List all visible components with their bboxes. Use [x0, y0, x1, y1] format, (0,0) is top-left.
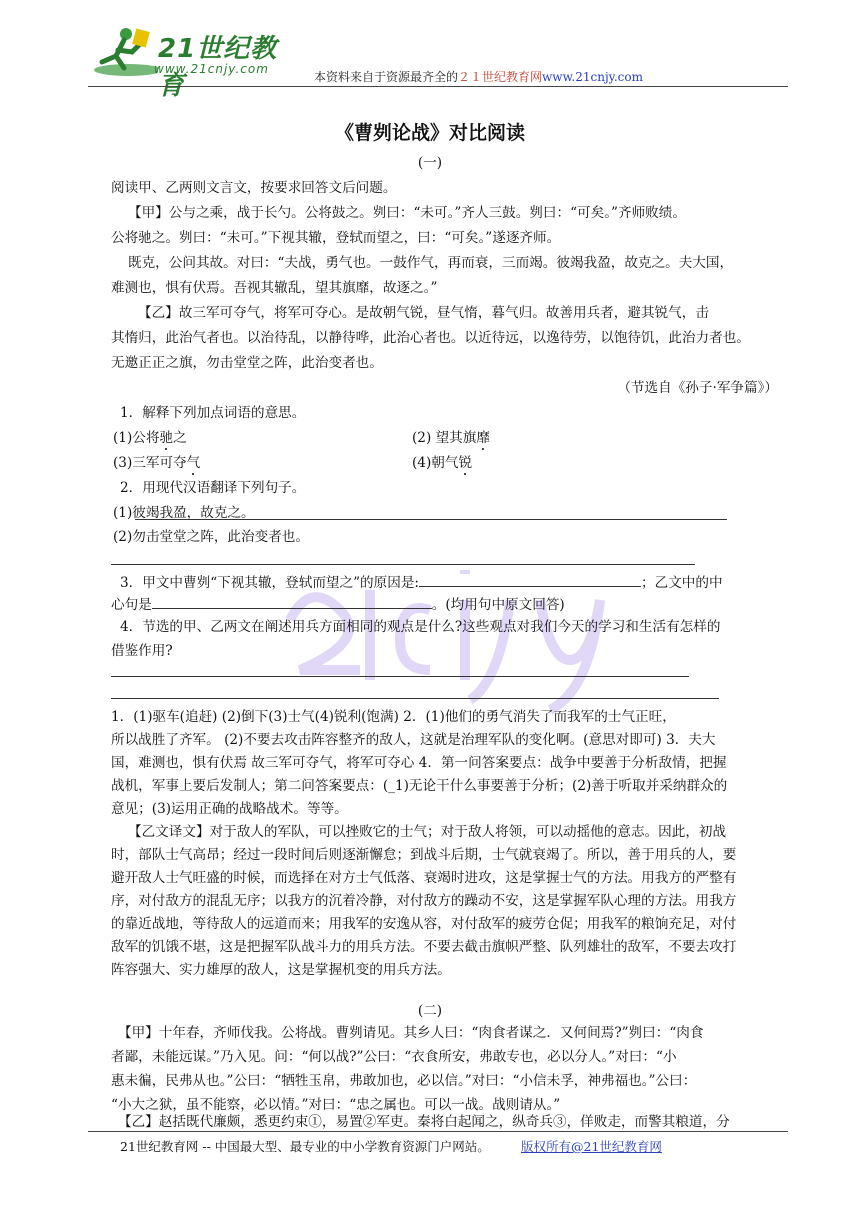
q1-item-1: (1)公将驰之 [113, 430, 187, 446]
yi-line-2: 其惰归，此治气者也。以治待乱，以静待哗，此治心者也。以近待远，以逸待劳，以饱待饥，此治力者也。 [111, 330, 750, 346]
source-note: （节选自《孙子·军争篇》） [617, 380, 778, 396]
q2-sentence-1: (1)彼竭我盈，故克之。 [113, 505, 255, 521]
footer-divider [88, 1131, 788, 1132]
translation-line-6: 敌军的饥饿不堪，这是把握军队战斗力的用兵方法。不要去截击旗帜严整、队列雄壮的敌军，不要去攻打 [111, 939, 737, 955]
answer-line-q2-1[interactable] [135, 519, 727, 520]
answer-blank-q3-2[interactable] [152, 594, 432, 609]
section2-line-2: 者鄙，未能远谋。”乃入见。问：“何以战?”公曰：“衣食所安，弗敢专也，必以分人。”对曰：“小 [111, 1049, 677, 1065]
page-title: 《曹刿论战》对比阅读 [334, 122, 525, 144]
runner-logo-icon [88, 22, 158, 80]
translation-line-4: 序，对付敌方的混乱无序；以我方的沉着冷静，对付敌方的躁动不安，这是掌握军队心理的方法。用我方 [111, 893, 737, 909]
logo-text: 21世纪教育 [158, 34, 278, 101]
yi-line-1: 【乙】故三军可夺气，将军可夺心。是故朝气锐，昼气惰，暮气归。故善用兵者，避其锐气，击 [138, 305, 709, 321]
header-note: 本资料来自于资源最齐全的２１世纪教育网www.21cnjy.com [314, 70, 643, 84]
footer-copyright-link[interactable]: 版权所有@21世纪教育网 [521, 1139, 662, 1154]
q1-item-2: (2) 望其旗靡 [412, 430, 490, 446]
answer-key-line-3: 国，难测也，惧有伏焉 故三军可夺气，将军可夺心 4．第一问答案要点：战争中要善于分析敌情，把握 [111, 755, 727, 771]
yi-line-3: 无邀正正之旗，勿击堂堂之阵，此治变者也。 [111, 355, 383, 371]
section2-line-1: 【甲】十年春，齐师伐我。公将战。曹刿请见。其乡人曰：“肉食者谋之．又何间焉?”刿曰：“肉食 [118, 1025, 704, 1041]
translation-line-3: 避开敌人士气旺盛的时候，而选择在对方士气低落、衰竭时进攻，这是掌握士气的方法。用我方的严整有 [111, 870, 737, 886]
jia-line-3: 既克，公问其故。对曰：“夫战，勇气也。一鼓作气，再而衰，三而竭。彼竭我盈，故克之。夫大国， [128, 255, 734, 271]
section1-heading: (一) [417, 155, 443, 171]
section2-heading: (二) [417, 1003, 443, 1019]
answer-key-line-1: 1．(1)驱车(追赶) (2)倒下(3)士气(4)锐利(饱满) 2．(1)他们的勇气消失了而我军的士气正旺， [111, 709, 676, 725]
section2-line-5: 【乙】赵括既代廉颇，悉更约束①，易置②军吏。秦将白起闻之，纵奇兵③，佯败走，而警其粮道，分 [118, 1114, 730, 1130]
question-4-line-2: 借鉴作用? [111, 643, 173, 659]
translation-line-7: 阵容强大、实力雄厚的敌人，这是掌握机变的用兵方法。 [111, 962, 451, 978]
question-1: 1．解释下列加点词语的意思。 [120, 405, 306, 421]
section2-line-4: “小大之狱，虽不能察，必以情。”对曰：“忠之属也。可以一战。战则请从。” [111, 1097, 561, 1113]
jia-line-4: 难测也，惧有伏焉。吾视其辙乱，望其旗靡，故逐之。” [111, 280, 438, 296]
site-logo [88, 22, 288, 101]
q1-item-4: (4)朝气锐 [412, 455, 473, 471]
header-url-link[interactable]: www.21cnjy.com [542, 70, 643, 84]
question-2: 2．用现代汉语翻译下列句子。 [120, 480, 306, 496]
header-site-name: ２１世纪教育网 [458, 70, 543, 84]
answer-line-q4-2[interactable] [111, 698, 719, 699]
answer-line-q2-2[interactable] [111, 564, 695, 565]
question-4-line-1: 4．节选的甲、乙两文在阐述用兵方面相同的观点是什么?这些观点对我们今天的学习和生活有怎样的 [120, 619, 721, 635]
translation-line-2: 时，部队士气高昂；经过一段时间后则逐渐懈怠；到战斗后期，士气就衰竭了。所以，善于用兵的人，要 [111, 847, 737, 863]
answer-key-line-2: 所以战胜了齐军。 (2)不要去攻击阵容整齐的敌人，这就是治理军队的变化啊。(意思对即可) 3．夫大 [111, 732, 716, 748]
question-3-part-a: 3．甲文中曹刿“下视其辙，登轼而望之”的原因是: ；乙文中的中 [120, 572, 723, 593]
q2-sentence-2: (2)勿击堂堂之阵，此治变者也。 [113, 529, 309, 545]
answer-blank-q3-1[interactable] [419, 572, 641, 587]
q1-item-3: (3)三军可夺气 [113, 455, 201, 471]
translation-line-5: 的靠近战地，等待敌人的远道而来；用我军的安逸从容，对付敌军的疲劳仓促；用我军的粮饷充足，对付 [111, 916, 737, 932]
jia-line-2: 公将驰之。刿曰：“未可。”下视其辙，登轼而望之，曰：“可矣。”遂逐齐师。 [111, 230, 561, 246]
translation-line-1: 【乙文译文】对于敌人的军队，可以挫败它的士气；对于敌人将领，可以动摇他的意志。因此，初战 [128, 824, 727, 840]
intro-text: 阅读甲、乙两则文言文，按要求回答文后问题。 [111, 180, 397, 196]
question-3-part-b: 心句是 。(均用句中原文回答) [111, 594, 565, 615]
footer-text: 21世纪教育网 -- 中国最大型、最专业的中小学教育资源门户网站。 [120, 1139, 490, 1154]
answer-line-q4-1[interactable] [111, 676, 689, 677]
logo-url: www.21cnjy.com [154, 62, 269, 76]
header-divider [88, 86, 788, 87]
answer-key-line-5: 意见；(3)运用正确的战略战术。等等。 [111, 801, 348, 817]
jia-line-1: 【甲】公与之乘，战于长勺。公将鼓之。刿曰：“未可。”齐人三鼓。刿曰：“可矣。”齐师败绩。 [128, 205, 686, 221]
section2-line-3: 惠未徧，民弗从也。”公曰：“牺牲玉帛，弗敢加也，必以信。”对曰：“小信未孚，神弗福也。”公曰： [111, 1073, 697, 1089]
answer-key-line-4: 战机，军事上要后发制人；第二问答案要点：(_1)无论干什么事要善于分析；(2)善于听取并采纳群众的 [111, 778, 728, 794]
